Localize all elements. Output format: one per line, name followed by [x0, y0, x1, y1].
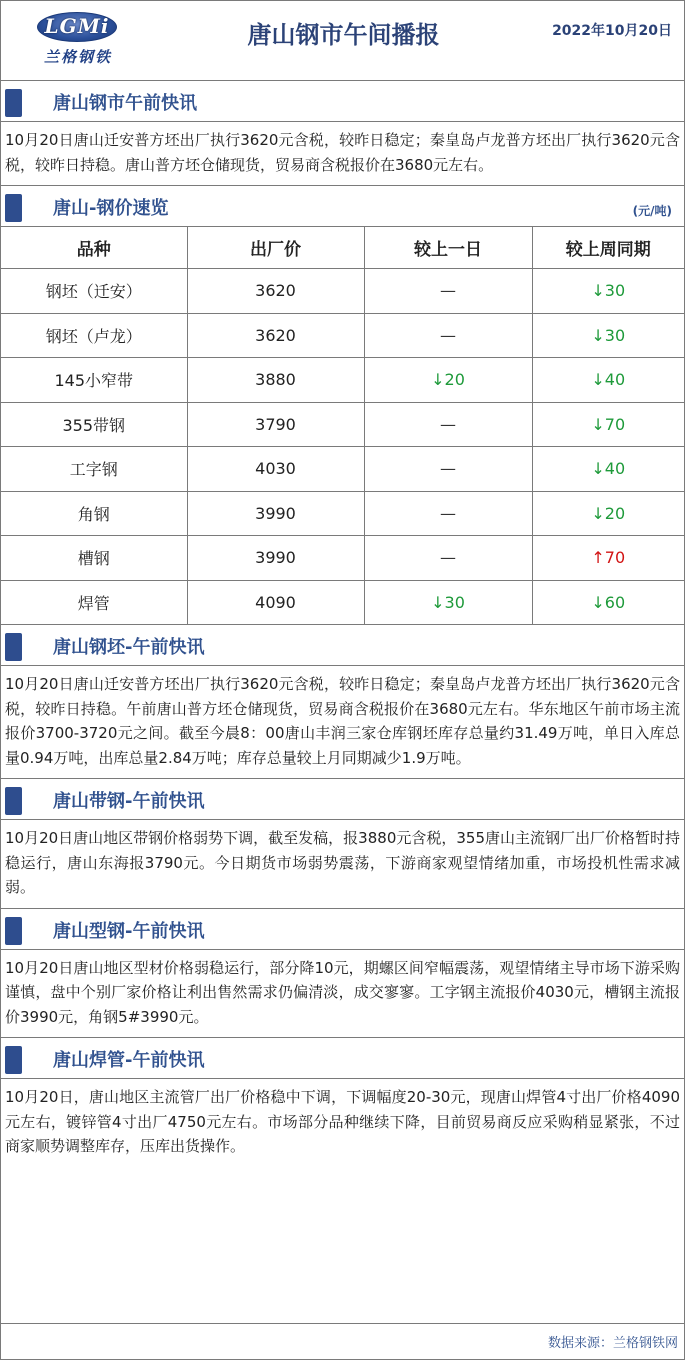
price-cell: 3620	[187, 313, 364, 358]
section-header-morning-news	[1, 81, 684, 121]
section-text-section-steel-news: 10月20日唐山地区型材价格弱稳运行，部分降10元，期螺区间窄幅震荡，观望情绪主导市场下游采购谨慎，盘中个别厂家价格让利出售然需求仍偏清淡，成交寥寥。工字钢主流报价4030元，槽钢主流报价3990元，角钢5#3990元。	[1, 949, 684, 1039]
unit-label: (元/吨)	[632, 204, 672, 218]
price-cell: 3990	[187, 536, 364, 581]
day-change-cell: —	[364, 491, 532, 536]
section-bar-icon	[5, 787, 22, 815]
table-row	[1, 269, 684, 314]
section-title: 唐山焊管-午前快讯	[53, 1050, 205, 1071]
data-source: 数据来源：兰格钢铁网	[547, 1336, 678, 1351]
section-text-welded-pipe-news: 10月20日，唐山地区主流管厂出厂价格稳中下调，下调幅度20-30元，现唐山焊管4寸出厂价格4090元左右，镀锌管4寸出厂4750元左右。市场部分品种继续下降，目前贸易商反应采购稍显紧张，不过商家顺势调整库存，压库出货操作。	[1, 1078, 684, 1167]
table-row	[1, 536, 684, 581]
product-name: 钢坯（卢龙）	[1, 313, 187, 358]
table-row	[1, 358, 684, 403]
section-title: 唐山型钢-午前快讯	[53, 920, 205, 942]
week-change-cell: ↓30	[532, 269, 684, 314]
report-date: 2022年10月20日	[552, 23, 672, 39]
section-title: 唐山钢坯-午前快讯	[53, 637, 205, 658]
section-header-billet-news	[1, 625, 684, 665]
page-title: 唐山钢市午间播报	[247, 21, 440, 49]
section-header-section-steel-news	[1, 909, 684, 949]
section-bar-icon	[5, 917, 22, 945]
price-cell: 4090	[187, 580, 364, 625]
table-row	[1, 580, 684, 625]
section-title: 唐山钢市午前快讯	[53, 93, 197, 114]
section-text-morning-news: 10月20日唐山迁安普方坯出厂执行3620元含税，较昨日稳定；秦皇岛卢龙普方坯出厂执行3620元含税，较昨日持稳。唐山普方坯仓储现货，贸易商含税报价在3680元左右。	[1, 121, 684, 186]
section-text-billet-news: 10月20日唐山迁安普方坯出厂执行3620元含税，较昨日稳定；秦皇岛卢龙普方坯出厂执行3620元含税，较昨日持稳。午前唐山普方坯仓储现货，贸易商含税报价在3680元左右。华东地区午前市场主流报价3700-3720元之间。截至今晨8：00唐山丰润三家仓库钢坯库存总量约31.49万吨，单日入库总量0.94万吨，出库总量2.84万吨；库存总量较上月同期减少1.9万吨。	[1, 665, 684, 779]
week-change-cell: ↓60	[532, 580, 684, 625]
product-name: 工字钢	[1, 447, 187, 492]
product-name: 355带钢	[1, 402, 187, 447]
section-bar-icon	[5, 89, 22, 117]
product-name: 钢坯（迁安）	[1, 269, 187, 314]
price-cell: 3990	[187, 491, 364, 536]
day-change-cell: —	[364, 447, 532, 492]
product-name: 槽钢	[1, 536, 187, 581]
day-change-cell: —	[364, 402, 532, 447]
day-change-cell: —	[364, 536, 532, 581]
section-title: 唐山-钢价速览	[53, 198, 169, 219]
product-name: 焊管	[1, 580, 187, 625]
price-cell: 4030	[187, 447, 364, 492]
table-row	[1, 402, 684, 447]
day-change-cell: ↓30	[364, 580, 532, 625]
section-bar-icon	[5, 633, 22, 661]
section-bar-icon	[5, 1046, 22, 1074]
column-header-week-change: 较上周同期	[532, 227, 684, 269]
table-row	[1, 491, 684, 536]
logo-cn-text: 兰格钢铁	[43, 48, 112, 66]
section-header-welded-pipe-news	[1, 1038, 684, 1078]
report-footer	[1, 1323, 684, 1359]
section-title: 唐山带钢-午前快讯	[53, 791, 205, 812]
report-header	[1, 1, 684, 81]
column-header-price: 出厂价	[187, 227, 364, 269]
day-change-cell: —	[364, 269, 532, 314]
price-table	[1, 226, 684, 625]
logo-text: LGMi	[44, 14, 110, 38]
week-change-cell: ↑70	[532, 536, 684, 581]
week-change-cell: ↓30	[532, 313, 684, 358]
section-bar-icon	[5, 194, 22, 222]
product-name: 145小窄带	[1, 358, 187, 403]
product-name: 角钢	[1, 491, 187, 536]
week-change-cell: ↓40	[532, 358, 684, 403]
table-row	[1, 447, 684, 492]
price-cell: 3880	[187, 358, 364, 403]
week-change-cell: ↓70	[532, 402, 684, 447]
week-change-cell: ↓20	[532, 491, 684, 536]
section-header-strip-news	[1, 779, 684, 819]
week-change-cell: ↓40	[532, 447, 684, 492]
column-header-day-change: 较上一日	[364, 227, 532, 269]
day-change-cell: —	[364, 313, 532, 358]
price-cell: 3620	[187, 269, 364, 314]
table-header-row	[1, 227, 684, 269]
column-header-product: 品种	[1, 227, 187, 269]
price-cell: 3790	[187, 402, 364, 447]
day-change-cell: ↓20	[364, 358, 532, 403]
section-header-price-overview	[1, 186, 684, 226]
table-row	[1, 313, 684, 358]
section-text-strip-news: 10月20日唐山地区带钢价格弱势下调，截至发稿，报3880元含税，355唐山主流钢厂出厂价格暂时持稳运行，唐山东海报3790元。今日期货市场弱势震荡，下游商家观望情绪加重，市场投机性需求减弱。	[1, 819, 684, 909]
